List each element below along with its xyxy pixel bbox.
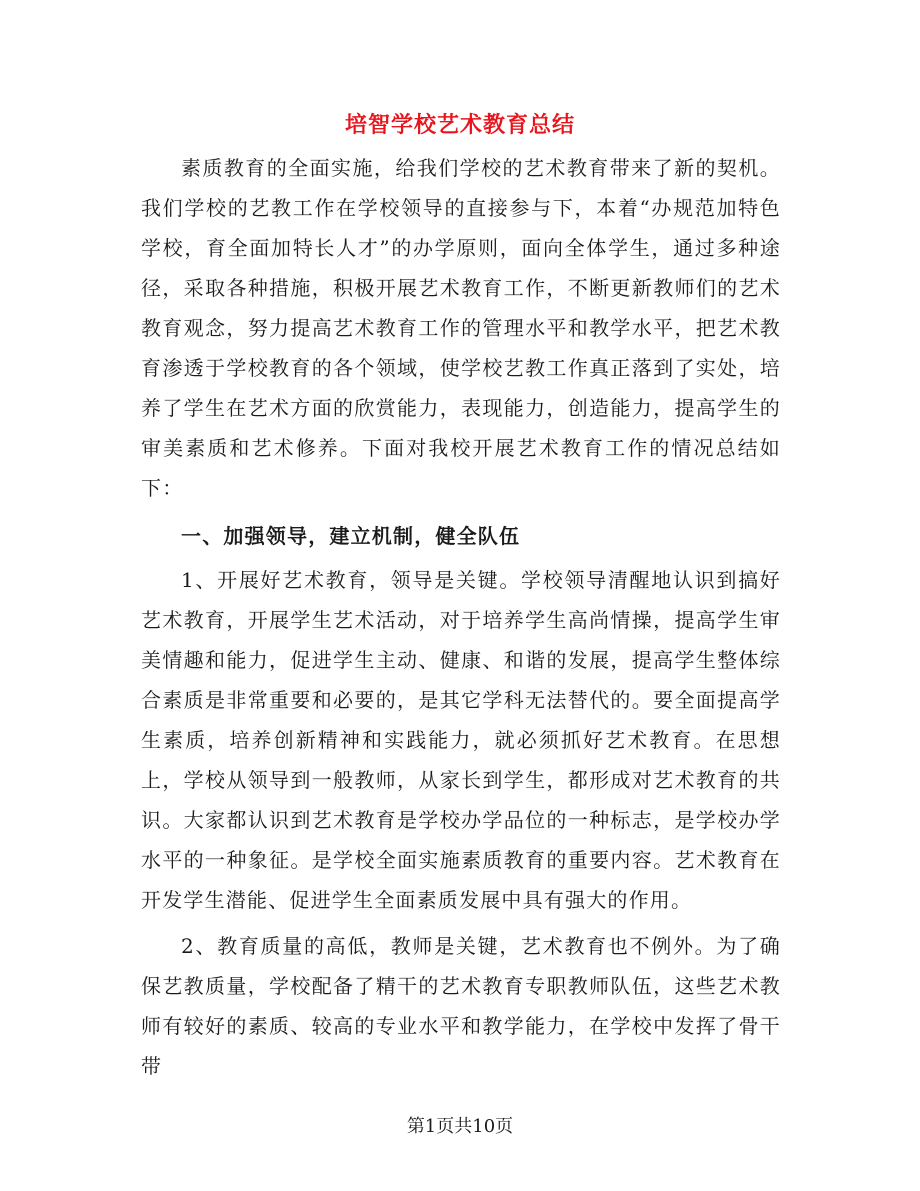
page-number: 第1页共10页	[406, 1116, 514, 1137]
document-body	[141, 148, 781, 1086]
section-heading: 一、加强领导，建立机制，健全队伍	[181, 524, 521, 548]
document-title: 培智学校艺术教育总结	[344, 112, 575, 138]
paragraph-2: 2、教育质量的高低，教师是关键，艺术教育也不例外。为了确保艺教质量，学校配备了精干的艺术教育专职教师队伍，这些艺术教师有较好的素质、较高的专业水平和教学能力，在学校中发挥了骨干带	[141, 934, 781, 1078]
paragraph-1: 1、开展好艺术教育，领导是关键。学校领导清醒地认识到搞好艺术教育，开展学生艺术活动，对于培养学生高尚情操，提高学生审美情趣和能力，促进学生主动、健康、和谐的发展，提高学生整体综合素质是非常重要和必要的，是其它学科无法替代的。要全面提高学生素质，培养创新精神和实践能力，就必须抓好艺术教育。在思想上，学校从领导到一般教师，从家长到学生，都形成对艺术教育的共识。大家都认识到艺术教育是学校办学品位的一种标志，是学校办学水平的一种象征。是学校全面实施素质教育的重要内容。艺术教育在开发学生潜能、促进学生全面素质发展中具有强大的作用。	[141, 568, 781, 912]
intro-paragraph: 素质教育的全面实施，给我们学校的艺术教育带来了新的契机。我们学校的艺教工作在学校领导的直接参与下，本着“办规范加特色学校，育全面加特长人才”的办学原则，面向全体学生，通过多种途径，采取各种措施，积极开展艺术教育工作，不断更新教师们的艺术教育观念，努力提高艺术教育工作的管理水平和教学水平，把艺术教育渗透于学校教育的各个领域，使学校艺教工作真正落到了实处，培养了学生在艺术方面的欣赏能力，表现能力，创造能力，提高学生的审美素质和艺术修养。下面对我校开展艺术教育工作的情况总结如下：	[141, 156, 781, 500]
